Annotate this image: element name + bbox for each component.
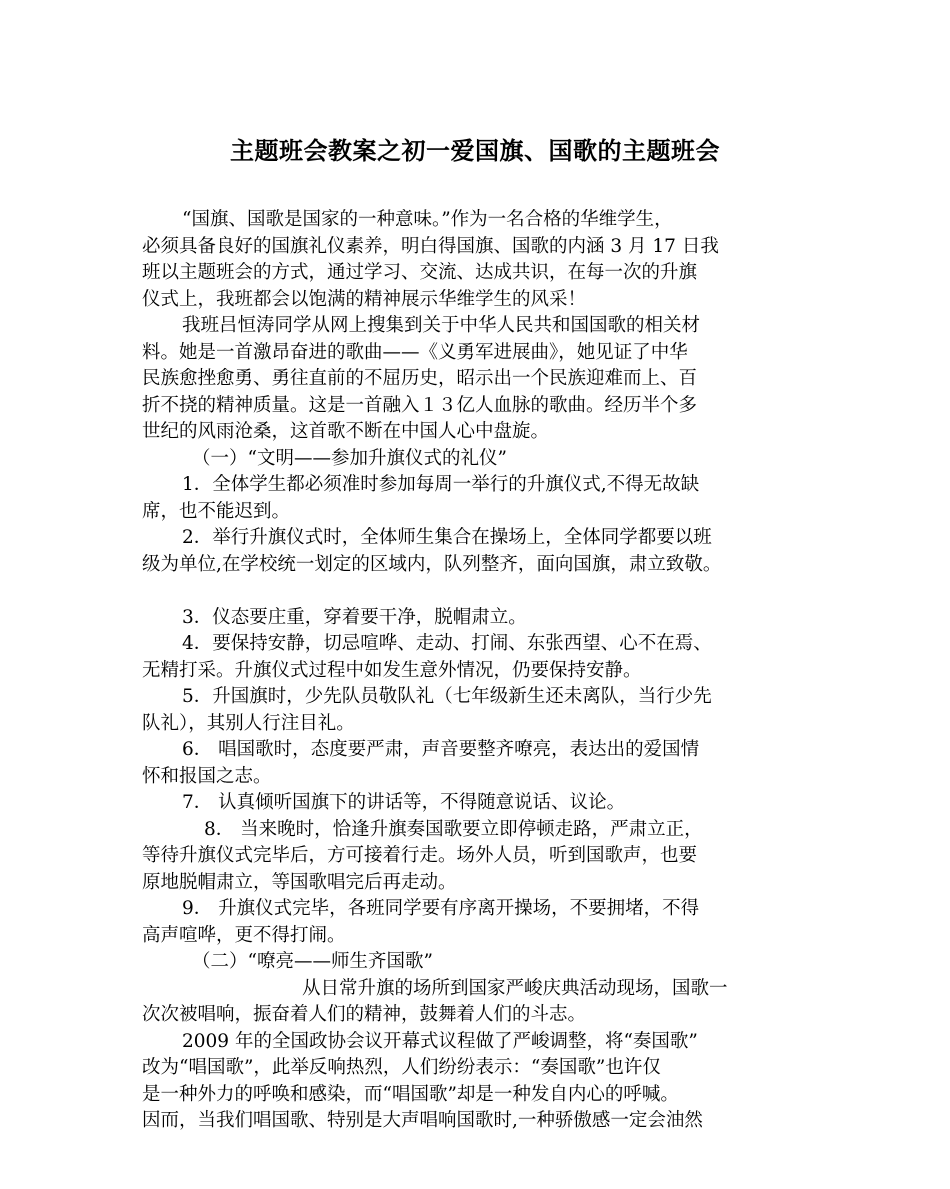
paragraph-line: 队礼），其别人行注目礼。 xyxy=(142,712,355,734)
blank-line xyxy=(142,578,822,605)
paragraph-line: 仪式上，我班都会以饱满的精神展示华维学生的风采！ xyxy=(142,288,587,310)
paragraph-line: 必须具备良好的国旗礼仪素养，明白得国旗、国歌的内涵 3 月 17 日我 xyxy=(142,235,719,257)
paragraph-line: 世纪的风雨沧桑，这首歌不断在中国人心中盘旋。 xyxy=(142,421,550,442)
paragraph-line: 次次被唱响，振奋着人们的精神，鼓舞着人们的斗志。 xyxy=(142,1004,587,1025)
paragraph-line: 原地脱帽肃立，等国歌唱完后再走动。 xyxy=(142,871,457,893)
paragraph-line: 席，也不能迟到。 xyxy=(142,500,291,522)
section-heading: （二）“嘹亮——师生齐国歌” xyxy=(192,951,433,972)
paragraph-line: 8． 当来晚时，恰逢升旗奏国歌要立即停顿走路，严肃立正， xyxy=(204,818,703,840)
paragraph-line: 改为“唱国歌”，此举反响热烈，人们纷纷表示：“奏国歌”也许仅 xyxy=(142,1057,661,1078)
paragraph-line: 2009 年的全国政协会议开幕式议程做了严峻调整，将“奏国歌” xyxy=(182,1030,698,1052)
paragraph-line: 折不挠的精神质量。这是一首融入１３亿人血脉的歌曲。经历半个多 xyxy=(142,394,698,416)
document-body xyxy=(142,207,822,1135)
paragraph-line: 级为单位,在学校统一划定的区域内，队列整齐，面向国旗，肃立致敬。 xyxy=(142,553,722,575)
paragraph-line: 1．全体学生都必须准时参加每周一举行的升旗仪式,不得无故缺 xyxy=(182,474,700,495)
paragraph-line: 从日常升旗的场所到国家严峻庆典活动现场，国歌一 xyxy=(302,977,728,999)
paragraph-line: 6． 唱国歌时，态度要严肃，声音要整齐嘹亮，表达出的爱国情 xyxy=(182,739,700,760)
paragraph-line: 班以主题班会的方式，通过学习、交流、达成共识，在每一次的升旗 xyxy=(142,262,698,283)
paragraph-line: 高声喧哗，更不得打闹。 xyxy=(142,924,346,946)
paragraph-line: 3．仪态要庄重，穿着要干净，脱帽肃立。 xyxy=(182,606,527,628)
paragraph-line: 无精打采。升旗仪式过程中如发生意外情况，仍要保持安静。 xyxy=(142,659,642,681)
paragraph-line: 是一种外力的呼唤和感染，而“唱国歌”却是一种发自内心的呼喊。 xyxy=(142,1083,679,1105)
paragraph-line: 我班吕恒涛同学从网上搜集到关于中华人民共和国国歌的相关材 xyxy=(182,315,701,336)
paragraph-line: 料。她是一首激昂奋进的歌曲——《义勇军进展曲》，她见证了中华 xyxy=(142,341,688,363)
paragraph-line: 7． 认真倾听国旗下的讲话等，不得随意说话、议论。 xyxy=(182,792,626,813)
paragraph-line: 9． 升旗仪式完毕，各班同学要有序离开操场，不要拥堵，不得 xyxy=(182,898,700,919)
paragraph-line: 4．要保持安静，切忌喧哗、走动、打闹、东张西望、心不在焉、 xyxy=(182,633,712,654)
paragraph-line: 5．升国旗时，少先队员敬队礼（七年级新生还未离队，当行少先 xyxy=(182,686,712,707)
paragraph-line: 等待升旗仪式完毕后，方可接着行走。场外人员，听到国歌声，也要 xyxy=(142,845,698,866)
paragraph-line: 民族愈挫愈勇、勇往直前的不屈历史，昭示出一个民族迎难而上、百 xyxy=(142,368,698,389)
section-heading: （一）“文明——参加升旗仪式的礼仪” xyxy=(192,447,507,469)
paragraph-line: “国旗、国歌是国家的一种意味。”作为一名合格的华维学生， xyxy=(182,209,673,230)
paragraph-line: 怀和报国之志。 xyxy=(142,765,272,787)
document-title: 主题班会教案之初一爱国旗、国歌的主题班会 xyxy=(230,136,720,165)
paragraph-line: 2．举行升旗仪式时，全体师生集合在操场上，全体同学都要以班 xyxy=(182,527,712,548)
paragraph-line: 因而，当我们唱国歌、特别是大声唱响国歌时,一种骄傲感一定会油然 xyxy=(142,1110,703,1131)
